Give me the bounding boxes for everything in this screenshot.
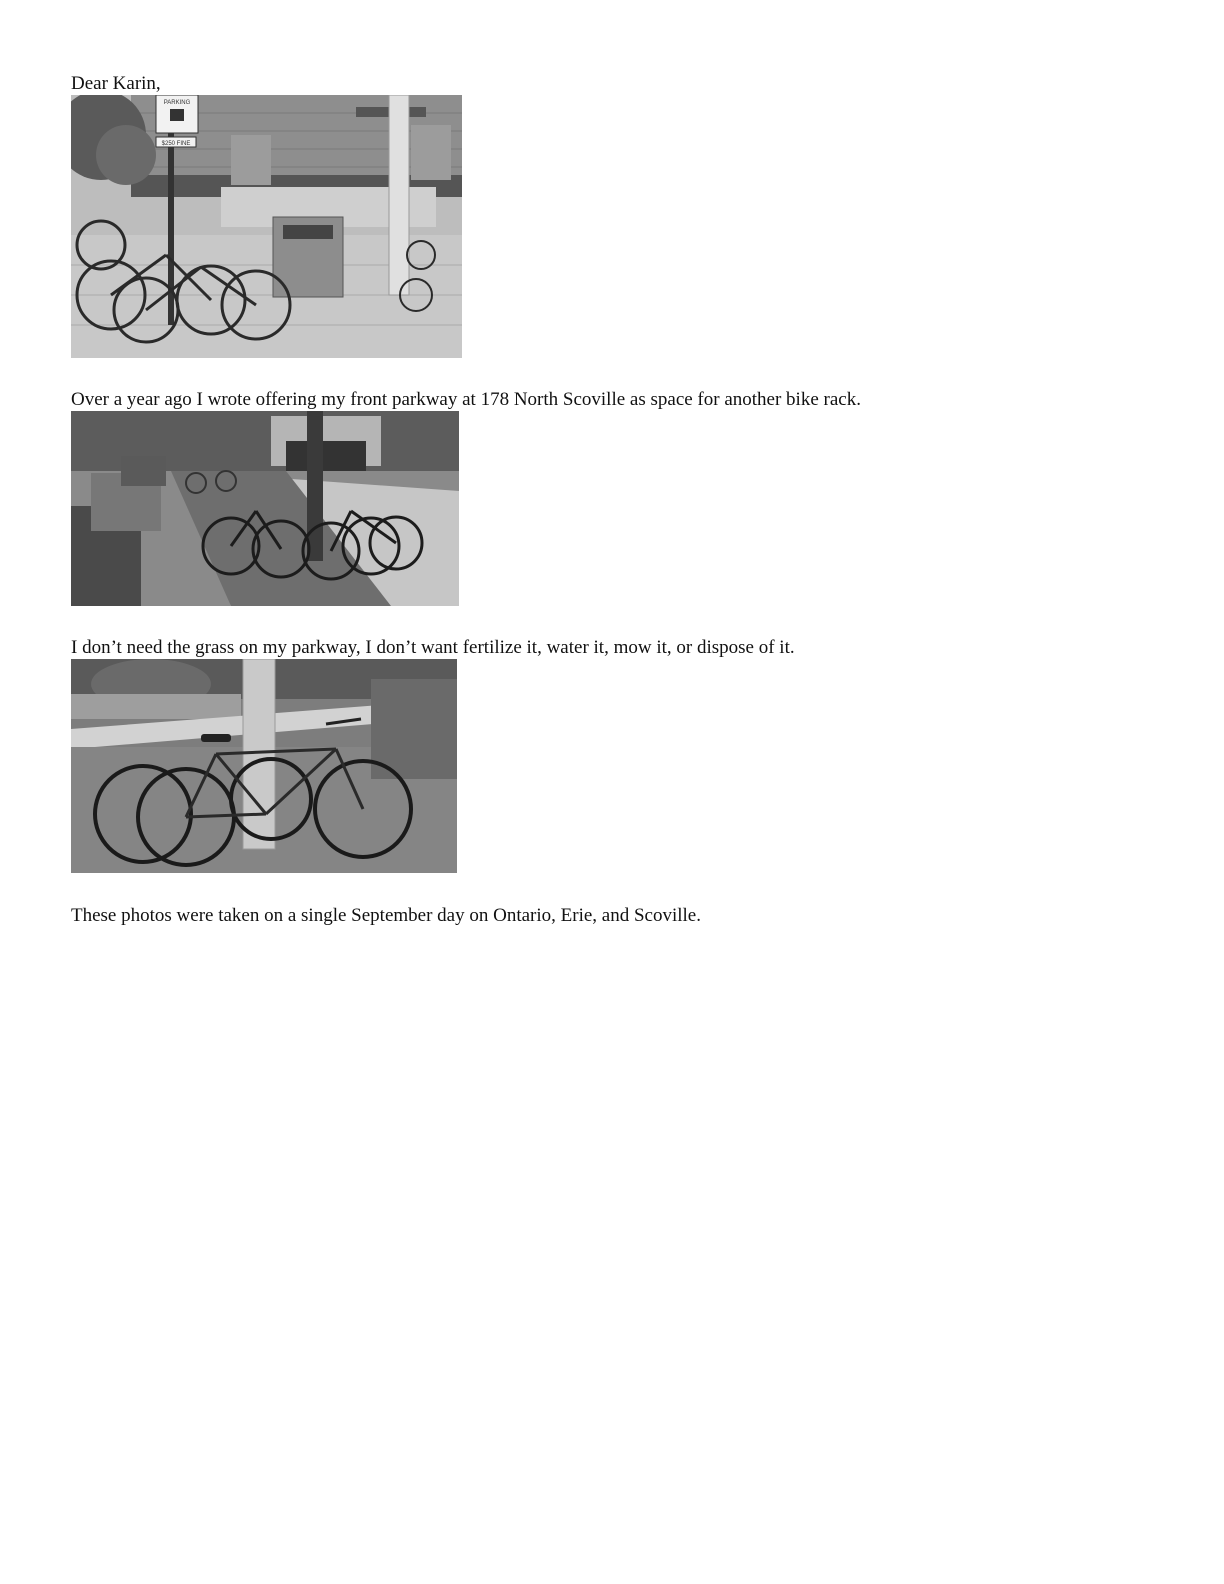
photo-bikes-grass-image (71, 659, 457, 873)
sign-parking-text: PARKING (163, 100, 191, 106)
photo-bikes-sidewalk-image (71, 411, 459, 606)
photo-bikes-plaza (71, 95, 462, 358)
photo-bikes-grass (71, 659, 457, 873)
photo-bikes-sidewalk (71, 411, 459, 606)
photo-bikes-plaza-image (71, 95, 462, 358)
paragraph-3: These photos were taken on a single September day on Ontario, Erie, and Scoville. (71, 905, 701, 926)
paragraph-2: I don’t need the grass on my parkway, I don’t want fertilize it, water it, mow it, or dispose of it. (71, 637, 795, 658)
paragraph-1: Over a year ago I wrote offering my front parkway at 178 North Scoville as space for another bike rack. (71, 389, 861, 410)
salutation: Dear Karin, (71, 73, 161, 94)
sign-fine-text: $250 FINE (161, 141, 191, 147)
